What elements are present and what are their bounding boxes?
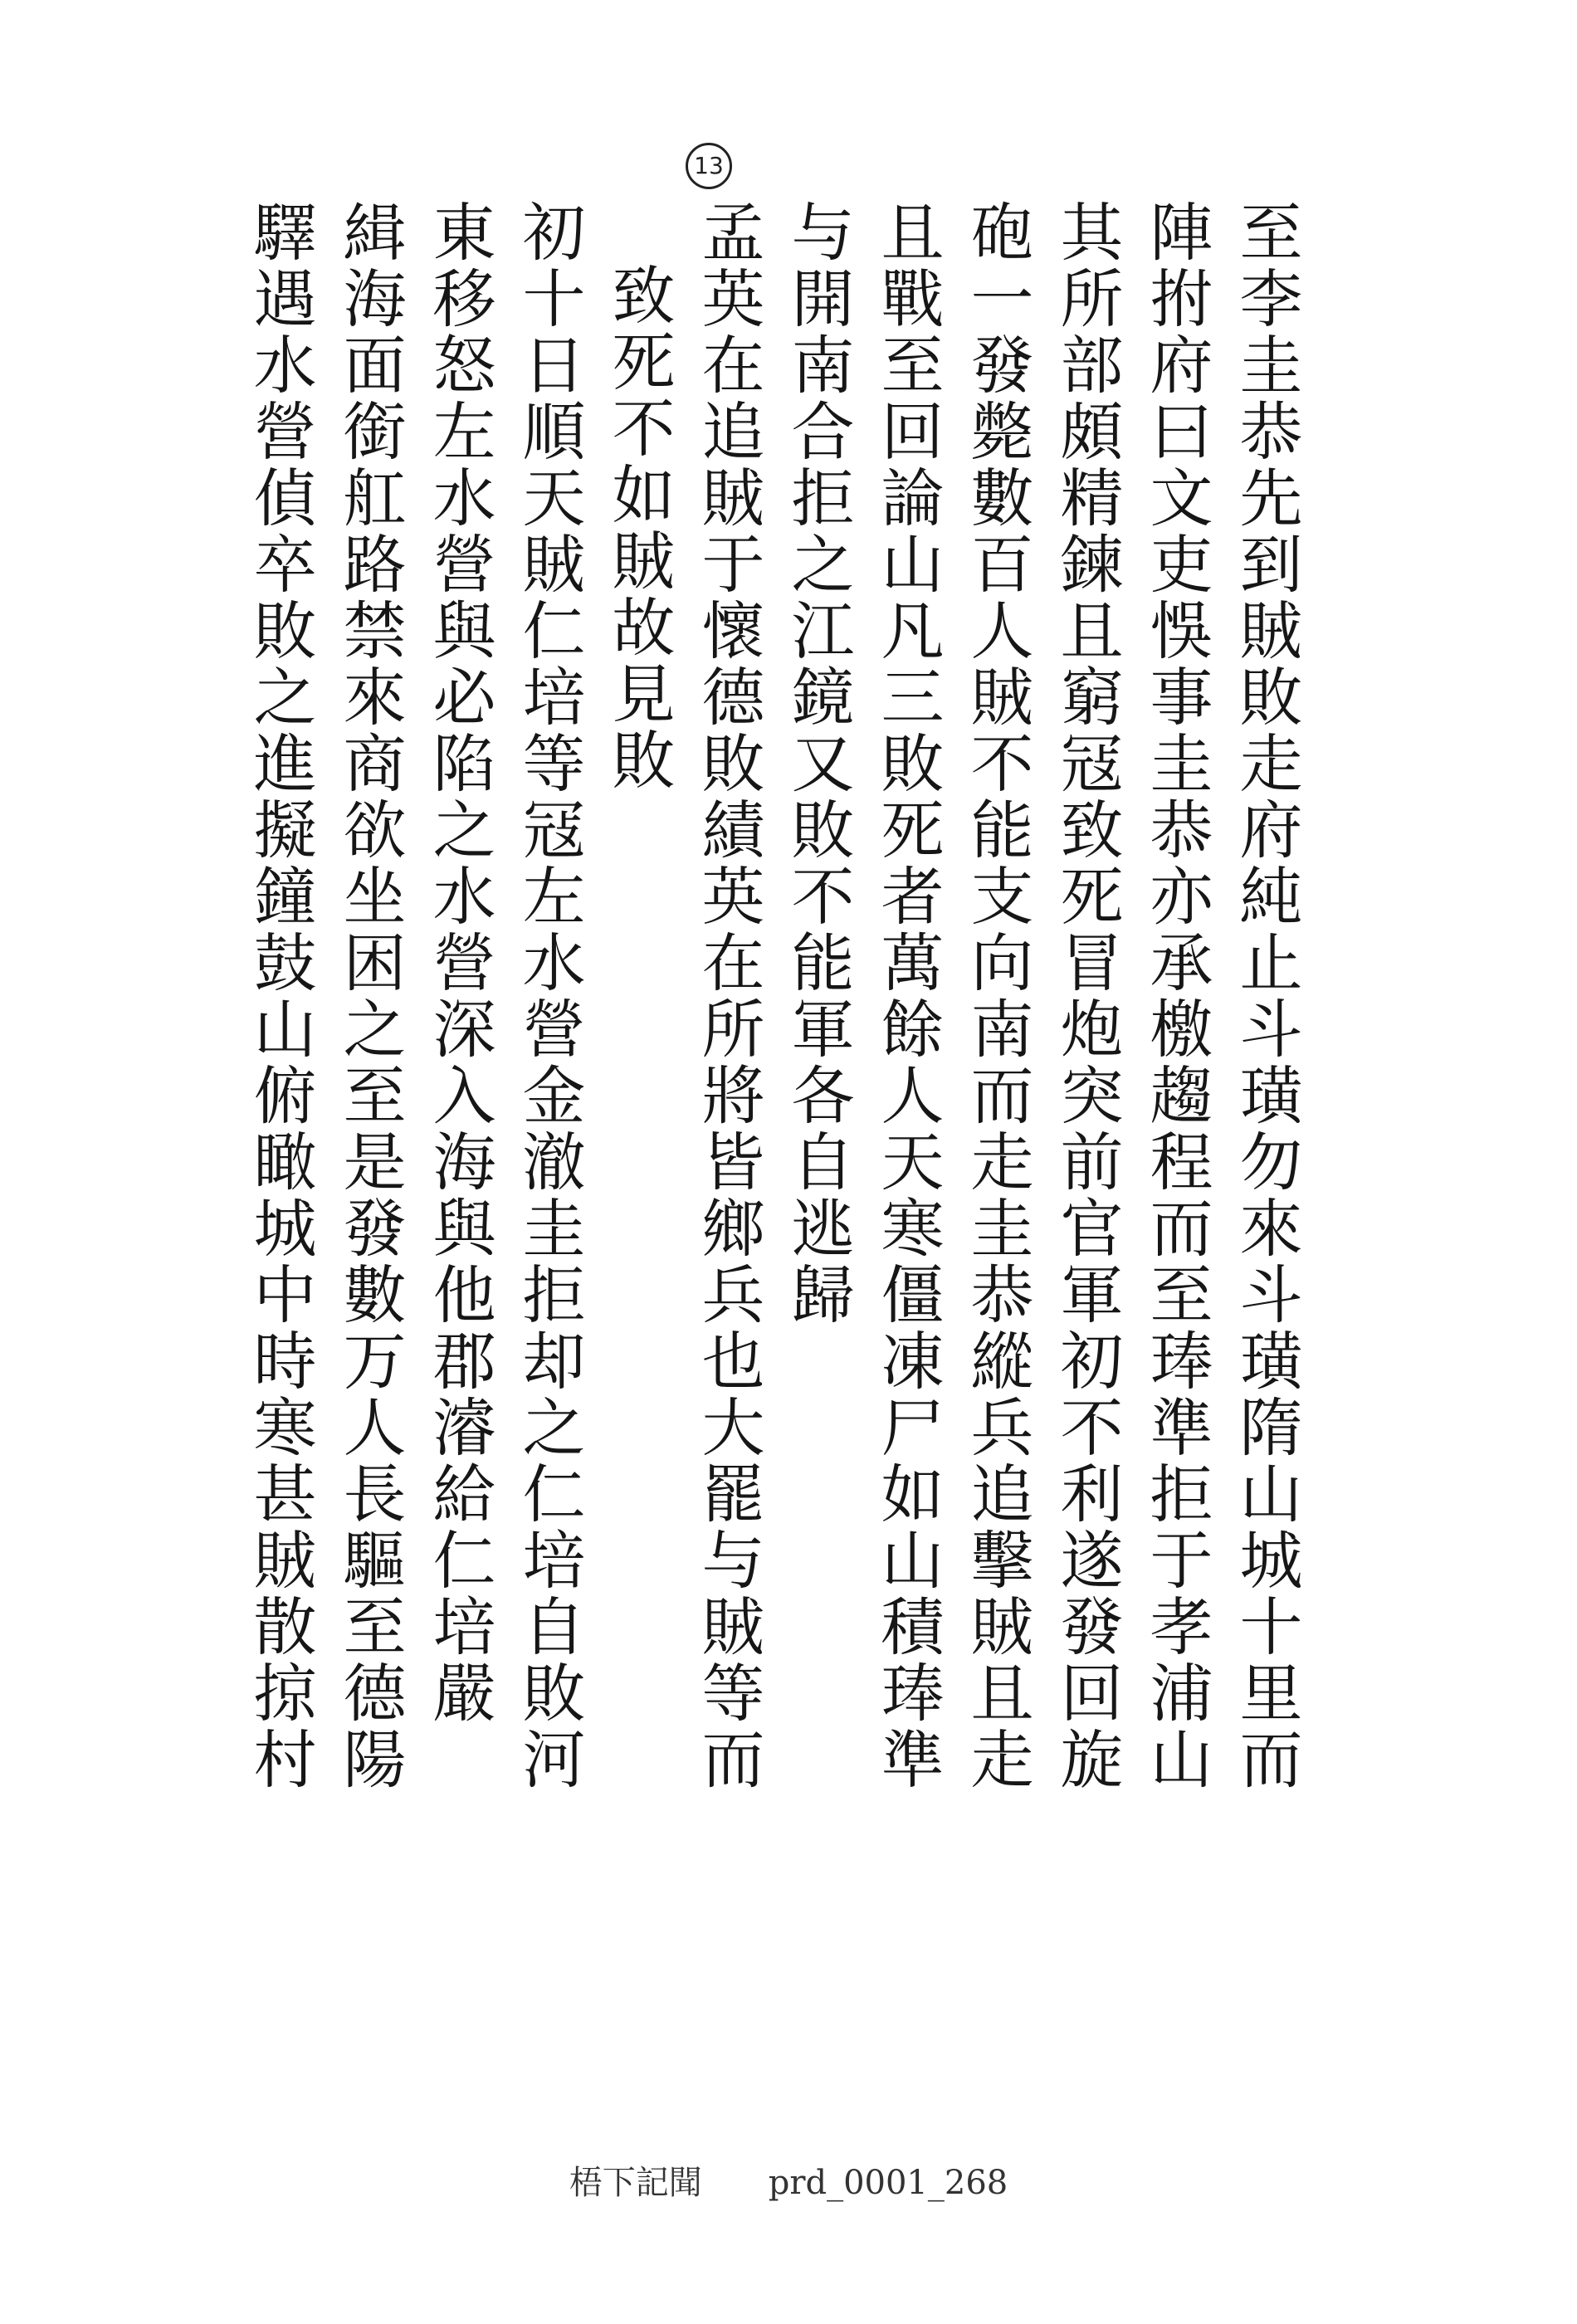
footer-title: 梧下記聞 bbox=[569, 2164, 702, 2202]
text-column-1: 至李圭恭先到賊敗走府純止斗璜勿來斗璜隋山城十里而 bbox=[1229, 199, 1303, 1793]
text-column-9: 初十日順天賊仁培等冦左水營金澈圭拒却之仁培自敗河 bbox=[512, 199, 586, 1793]
footer-code: prd_0001_268 bbox=[768, 2164, 1008, 2202]
vertical-text-block bbox=[224, 199, 1303, 1809]
text-column-3: 其所部頗精鍊且窮冦致死冒炮突前官軍初不利遂發回旋 bbox=[1050, 199, 1124, 1793]
text-column-2: 陣拊府曰文吏悞事圭恭亦承檄趨程而至琫準拒于孝浦山 bbox=[1140, 199, 1213, 1793]
text-column-12: 驛遇水營偵卒敗之進擬鐘鼓山俯瞰城中時寒甚賊散掠村 bbox=[243, 199, 317, 1793]
text-column-4: 砲一發斃數百人賊不能支向南而走圭恭縱兵追擊賊且走 bbox=[960, 199, 1034, 1793]
text-column-11: 緝海面銜舡路禁來商欲坐困之至是發數万人長驅至德陽 bbox=[333, 199, 407, 1793]
text-column-6: 与開南合拒之江鏡又敗不能軍各自逃歸 bbox=[781, 199, 855, 1328]
text-column-8: 致死不如賊故見敗 bbox=[602, 262, 676, 793]
text-column-10: 東移怒左水營與必陷之水營深入海與他郡濬給仁培嚴 bbox=[422, 199, 496, 1726]
page-number-badge: 13 bbox=[686, 143, 732, 189]
page-footer bbox=[0, 2156, 1577, 2204]
text-column-5: 且戰至回論山凡三敗死者萬餘人天寒僵凍尸如山積琫準 bbox=[871, 199, 945, 1793]
text-column-7: 孟英在追賊于懷德敗績英在所將皆鄉兵也大罷与賊等而 bbox=[691, 199, 765, 1793]
